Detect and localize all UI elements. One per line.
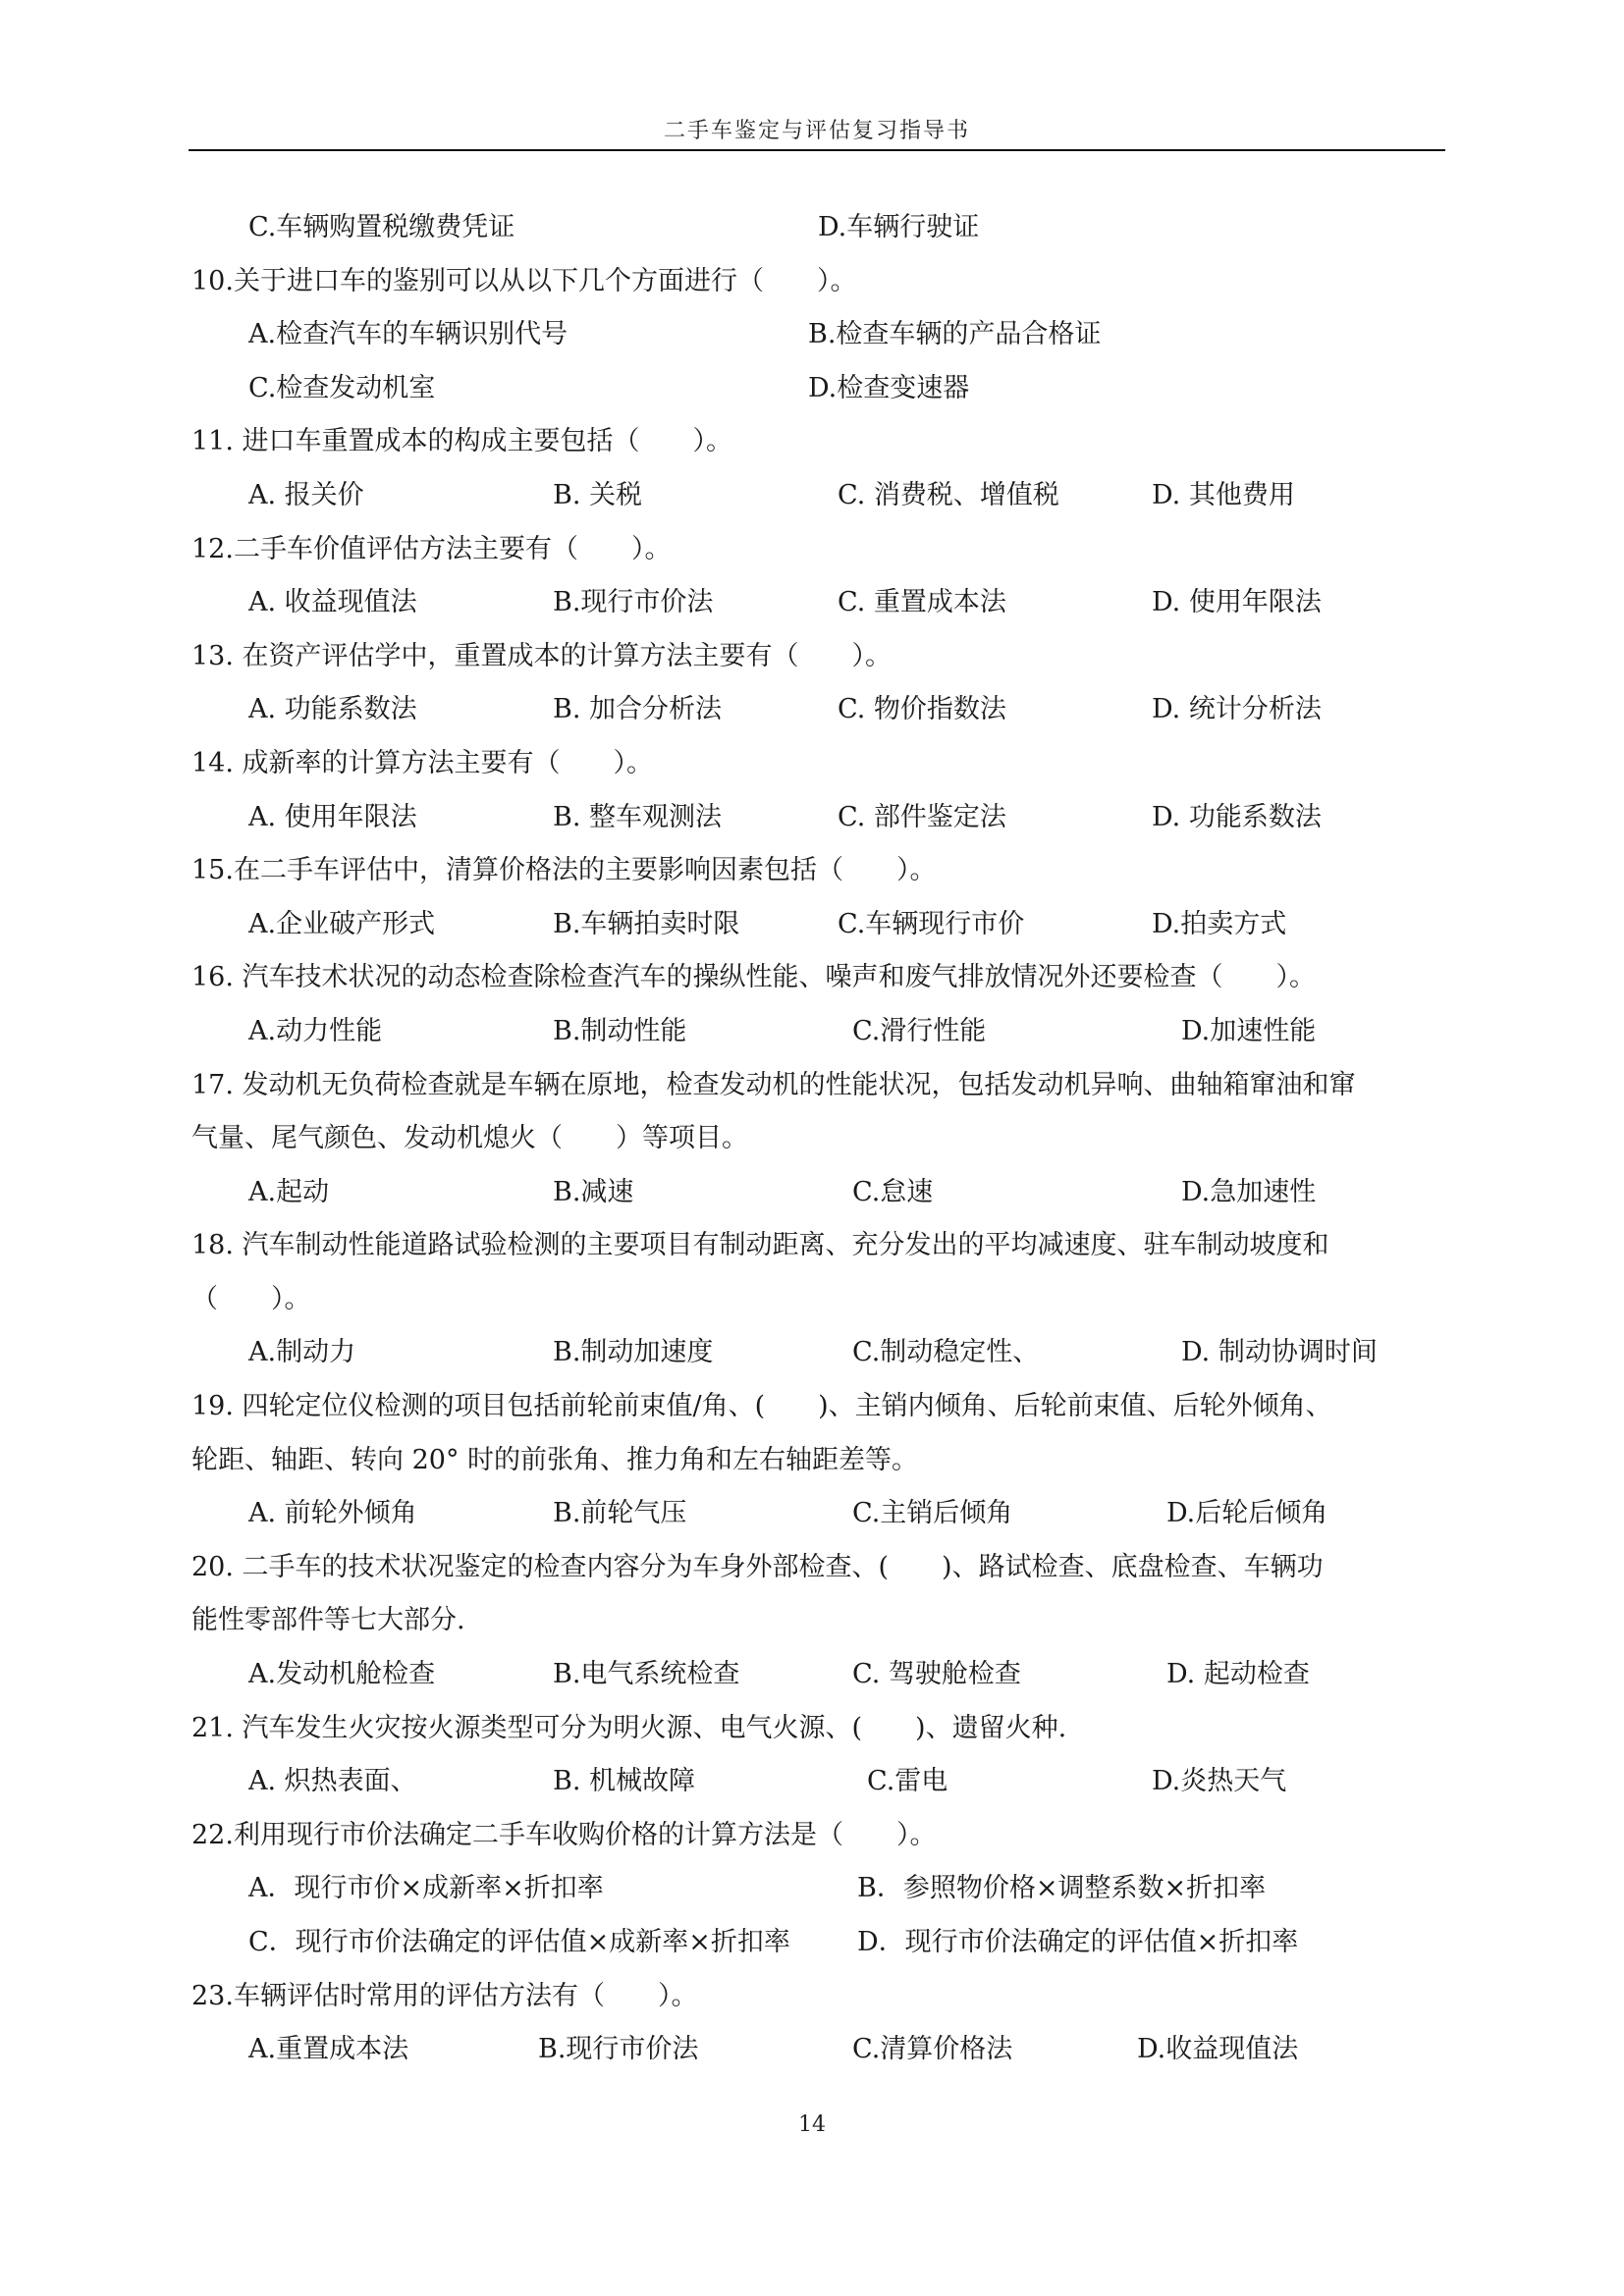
- option-d: D. 其他费用: [1152, 479, 1295, 510]
- option-a: A. 报关价: [248, 479, 364, 510]
- option-c: C.车辆现行市价: [838, 908, 1025, 939]
- question-stem: 20. 二手车的技术状况鉴定的检查内容分为车身外部检查、( )、路试检查、底盘检查、车辆功: [191, 1551, 1324, 1582]
- option-b: B.车辆拍卖时限: [553, 908, 740, 939]
- options-row: [191, 1755, 1453, 1809]
- option-b: B. 加合分析法: [553, 694, 723, 725]
- option-d: D. 起动检查: [1166, 1659, 1310, 1690]
- option-a: A. 使用年限法: [248, 801, 417, 832]
- question-stem: 13. 在资产评估学中，重置成本的计算方法主要有（ ）。: [191, 640, 893, 671]
- options-row: [191, 362, 1453, 416]
- running-header: 二手车鉴定与评估复习指导书: [663, 119, 970, 143]
- option-b: B.现行市价法: [538, 2034, 699, 2065]
- option-b: B.现行市价法: [553, 587, 714, 618]
- question-stem: 22.利用现行市价法确定二手车收购价格的计算方法是（ ）。: [191, 1819, 937, 1850]
- question-stem: 12.二手车价值评估方法主要有（ ）。: [191, 533, 672, 564]
- options-row: [191, 308, 1453, 362]
- options-row: [191, 2023, 1453, 2077]
- option-c: C.制动稳定性、: [852, 1337, 1040, 1368]
- option-d: D.收益现值法: [1137, 2034, 1299, 2065]
- option-a: A. 前轮外倾角: [248, 1498, 417, 1529]
- option-d: D.检查变速器: [808, 372, 970, 403]
- option-a: A. 收益现值法: [248, 587, 417, 618]
- options-row: [191, 1862, 1453, 1916]
- option-b: B. 关税: [553, 479, 643, 510]
- question-stem-continued: 能性零部件等七大部分.: [191, 1605, 465, 1636]
- option-c: C.雷电: [867, 1766, 948, 1797]
- option-b: B.减速: [553, 1176, 634, 1207]
- option-c: C. 重置成本法: [838, 587, 1006, 618]
- question-stem: 14. 成新率的计算方法主要有（ ）。: [191, 747, 654, 778]
- option-d: D. 使用年限法: [1152, 587, 1322, 618]
- option-b: B.制动性能: [553, 1015, 687, 1046]
- header-rule: [189, 149, 1445, 151]
- question-stem: 19. 四轮定位仪检测的项目包括前轮前束值/角、( )、主销内倾角、后轮前束值、后轮外倾角、: [191, 1391, 1332, 1422]
- options-row: [191, 898, 1453, 952]
- question-stem: 23.车辆评估时常用的评估方法有（ ）。: [191, 1980, 698, 2011]
- option-a: A.起动: [248, 1176, 330, 1207]
- option-c: C.车辆购置税缴费凭证: [248, 212, 515, 242]
- option-d: D.拍卖方式: [1152, 908, 1287, 939]
- options-row: [191, 469, 1453, 523]
- options-row: [191, 683, 1453, 737]
- option-c: C. 物价指数法: [838, 694, 1006, 725]
- option-b: B.制动加速度: [553, 1337, 714, 1368]
- option-a: A．现行市价×成新率×折扣率: [248, 1873, 604, 1904]
- question-stem: 16. 汽车技术状况的动态检查除检查汽车的操纵性能、噪声和废气排放情况外还要检查（ ）。: [191, 962, 1317, 993]
- question-stem: 17. 发动机无负荷检查就是车辆在原地，检查发动机的性能状况，包括发动机异响、曲轴箱窜油和窜: [191, 1069, 1356, 1100]
- option-a: A. 功能系数法: [248, 694, 417, 725]
- question-stem: 15.在二手车评估中，清算价格法的主要影响因素包括（ ）。: [191, 855, 937, 886]
- options-row: [191, 1916, 1453, 1970]
- question-stem-continued: 轮距、轴距、转向 20° 时的前张角、推力角和左右轴距差等。: [191, 1444, 919, 1475]
- option-c: C. 部件鉴定法: [838, 801, 1006, 832]
- option-b: B.前轮气压: [553, 1498, 687, 1529]
- option-c: C.滑行性能: [852, 1015, 987, 1046]
- option-c: C.怠速: [852, 1176, 934, 1207]
- option-c: C. 驾驶舱检查: [852, 1659, 1021, 1690]
- question-stem: 11. 进口车重置成本的构成主要包括（ ）。: [191, 426, 733, 457]
- options-row: [191, 1648, 1453, 1702]
- option-d: D. 制动协调时间: [1181, 1337, 1378, 1368]
- option-d: D. 统计分析法: [1152, 694, 1322, 725]
- options-row: [191, 1326, 1453, 1380]
- option-d: D.加速性能: [1181, 1015, 1317, 1046]
- page-number: 14: [798, 2112, 826, 2137]
- option-b: B. 整车观测法: [553, 801, 723, 832]
- options-row: [191, 791, 1453, 845]
- option-d: D.炎热天气: [1152, 1766, 1287, 1797]
- option-c: C. 消费税、增值税: [838, 479, 1059, 510]
- option-b: B. 机械故障: [553, 1766, 696, 1797]
- option-a: A.动力性能: [248, 1015, 383, 1046]
- option-d: D. 功能系数法: [1152, 801, 1322, 832]
- prev-options-row: [191, 201, 1453, 255]
- options-row: [191, 1487, 1453, 1541]
- option-b: B．参照物价格×调整系数×折扣率: [857, 1873, 1267, 1904]
- option-c: C.检查发动机室: [248, 372, 436, 403]
- question-body: [191, 201, 1453, 2077]
- question-stem-continued: 气量、尾气颜色、发动机熄火（ ）等项目。: [191, 1123, 748, 1154]
- option-d: D.车辆行驶证: [818, 212, 980, 242]
- question-stem: 21. 汽车发生火灾按火源类型可分为明火源、电气火源、( )、遗留火种.: [191, 1712, 1067, 1743]
- option-a: A.检查汽车的车辆识别代号: [248, 319, 568, 350]
- option-a: A.重置成本法: [248, 2034, 409, 2065]
- option-c: C.清算价格法: [852, 2034, 1013, 2065]
- option-a: A. 炽热表面、: [248, 1766, 417, 1797]
- question-stem: 10.关于进口车的鉴别可以从以下几个方面进行（ ）。: [191, 265, 857, 296]
- option-d: D.急加速性: [1181, 1176, 1317, 1207]
- options-row: [191, 1005, 1453, 1059]
- question-stem: 18. 汽车制动性能道路试验检测的主要项目有制动距离、充分发出的平均减速度、驻车制动坡度和: [191, 1230, 1329, 1261]
- option-b: B.电气系统检查: [553, 1659, 740, 1690]
- options-row: [191, 1166, 1453, 1220]
- option-c: C.主销后倾角: [852, 1498, 1013, 1529]
- question-stem-continued: （ ）。: [191, 1283, 311, 1314]
- option-c: C．现行市价法确定的评估值×成新率×折扣率: [248, 1927, 790, 1957]
- option-d: D.后轮后倾角: [1166, 1498, 1328, 1529]
- option-a: A.制动力: [248, 1337, 356, 1368]
- options-row: [191, 576, 1453, 630]
- option-b: B.检查车辆的产品合格证: [808, 319, 1102, 350]
- option-d: D．现行市价法确定的评估值×折扣率: [857, 1927, 1299, 1957]
- option-a: A.企业破产形式: [248, 908, 436, 939]
- option-a: A.发动机舱检查: [248, 1659, 436, 1690]
